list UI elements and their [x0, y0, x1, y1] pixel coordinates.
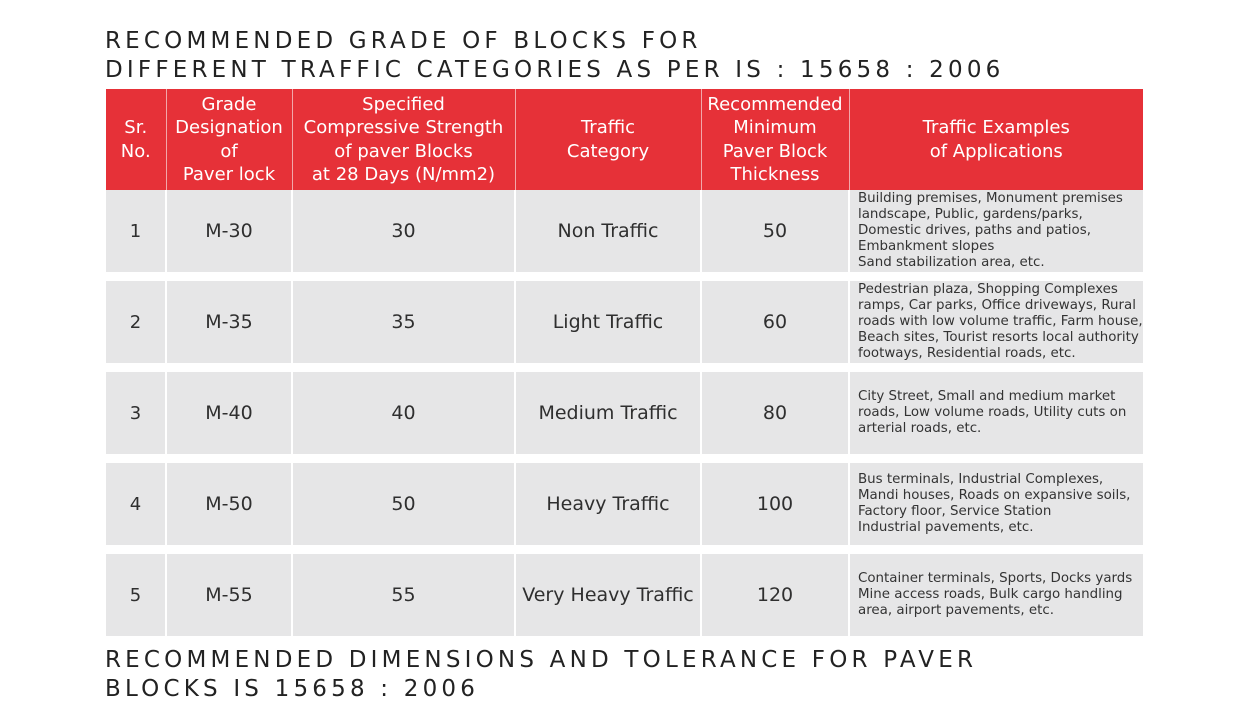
traffic-grade-table	[106, 89, 1143, 636]
table-header-row	[106, 89, 1143, 190]
cell-applications	[849, 554, 1143, 636]
cell-thickness: 120	[701, 554, 849, 636]
application-line: Factory floor, Service Station	[858, 504, 1052, 519]
row-separator	[106, 272, 1143, 281]
application-line: ramps, Car parks, Office driveways, Rural	[858, 298, 1136, 313]
header-line: Compressive Strength	[303, 117, 504, 138]
cell-grade: M-50	[166, 463, 292, 545]
header-line: Thickness	[730, 164, 820, 185]
application-line: Mandi houses, Roads on expansive soils,	[858, 488, 1131, 503]
header-line: at 28 Days (N/mm2)	[311, 164, 496, 185]
row-separator-cell	[106, 363, 1143, 372]
bottom-heading	[105, 646, 977, 704]
cell-strength: 35	[292, 281, 515, 363]
table-body	[106, 190, 1143, 636]
application-line: Sand stabilization area, etc.	[858, 255, 1045, 270]
header-line: of	[220, 140, 238, 162]
application-line: roads, Low volume roads, Utility cuts on	[858, 405, 1127, 420]
cell-traffic-category: Non Traffic	[515, 190, 701, 272]
header-line: Designation	[175, 117, 283, 138]
cell-applications	[849, 372, 1143, 454]
table-row	[106, 463, 1143, 545]
header-line: Specified	[362, 93, 445, 115]
application-line: Mine access roads, Bulk cargo handling	[858, 587, 1123, 602]
cell-sr-no: 1	[106, 190, 166, 272]
cell-thickness: 100	[701, 463, 849, 545]
row-separator	[106, 545, 1143, 554]
header-traffic-examples	[849, 89, 1143, 190]
application-line: roads with low volume traffic, Farm house,	[858, 314, 1143, 329]
cell-sr-no: 4	[106, 463, 166, 545]
cell-applications	[849, 281, 1143, 363]
header-grade-designation	[166, 89, 292, 190]
header-line: Sr.	[124, 117, 148, 138]
cell-strength: 50	[292, 463, 515, 545]
top-heading-line2: DIFFERENT TRAFFIC CATEGORIES AS PER IS : 15658 : 2006	[105, 57, 1005, 83]
cell-traffic-category: Heavy Traffic	[515, 463, 701, 545]
application-line: Domestic drives, paths and patios,	[858, 223, 1091, 238]
application-line: landscape, Public, gardens/parks,	[858, 207, 1083, 222]
cell-traffic-category: Very Heavy Traffic	[515, 554, 701, 636]
header-line: Minimum	[733, 117, 817, 138]
application-line: City Street, Small and medium market	[858, 389, 1116, 404]
application-line: Embankment slopes	[858, 239, 995, 254]
application-line: Bus terminals, Industrial Complexes,	[858, 472, 1104, 487]
top-heading-line1: RECOMMENDED GRADE OF BLOCKS FOR	[105, 28, 702, 54]
table-row	[106, 372, 1143, 454]
application-line: footways, Residential roads, etc.	[858, 346, 1076, 361]
header-compressive-strength	[292, 89, 515, 190]
cell-thickness: 60	[701, 281, 849, 363]
row-separator	[106, 454, 1143, 463]
cell-applications	[849, 190, 1143, 272]
cell-strength: 40	[292, 372, 515, 454]
header-line: of paver Blocks	[334, 140, 473, 162]
cell-strength: 55	[292, 554, 515, 636]
application-line: Container terminals, Sports, Docks yards	[858, 571, 1133, 586]
header-traffic-category	[515, 89, 701, 190]
application-line: arterial roads, etc.	[858, 421, 982, 436]
table-row	[106, 554, 1143, 636]
bottom-heading-line2: BLOCKS IS 15658 : 2006	[105, 676, 480, 702]
application-line: Industrial pavements, etc.	[858, 520, 1034, 535]
header-line: of Applications	[929, 140, 1063, 162]
application-line: Building premises, Monument premises	[858, 191, 1123, 206]
row-separator	[106, 363, 1143, 372]
header-line: Paver lock	[182, 164, 276, 185]
cell-applications	[849, 463, 1143, 545]
cell-grade: M-35	[166, 281, 292, 363]
application-line: Beach sites, Tourist resorts local authority	[858, 330, 1139, 345]
cell-traffic-category: Light Traffic	[515, 281, 701, 363]
cell-thickness: 80	[701, 372, 849, 454]
header-line: Traffic	[580, 117, 636, 138]
application-line: Pedestrian plaza, Shopping Complexes	[858, 282, 1118, 297]
header-line: Traffic Examples	[922, 117, 1070, 138]
cell-thickness: 50	[701, 190, 849, 272]
header-line: Recommended	[707, 93, 843, 115]
row-separator-cell	[106, 272, 1143, 281]
cell-sr-no: 5	[106, 554, 166, 636]
table-row	[106, 281, 1143, 363]
cell-sr-no: 2	[106, 281, 166, 363]
cell-strength: 30	[292, 190, 515, 272]
cell-traffic-category: Medium Traffic	[515, 372, 701, 454]
header-min-thickness	[701, 89, 849, 190]
cell-sr-no: 3	[106, 372, 166, 454]
header-line: Paver Block	[722, 140, 828, 162]
application-line: area, airport pavements, etc.	[858, 603, 1054, 618]
header-line: Grade	[201, 93, 257, 115]
cell-grade: M-55	[166, 554, 292, 636]
header-line: Category	[566, 140, 650, 162]
header-line: No.	[120, 140, 151, 162]
header-sr-no	[106, 89, 166, 190]
table-row	[106, 190, 1143, 272]
row-separator-cell	[106, 545, 1143, 554]
cell-grade: M-30	[166, 190, 292, 272]
top-heading	[105, 27, 1005, 85]
row-separator-cell	[106, 454, 1143, 463]
bottom-heading-line1: RECOMMENDED DIMENSIONS AND TOLERANCE FOR PAVER	[105, 647, 978, 673]
cell-grade: M-40	[166, 372, 292, 454]
